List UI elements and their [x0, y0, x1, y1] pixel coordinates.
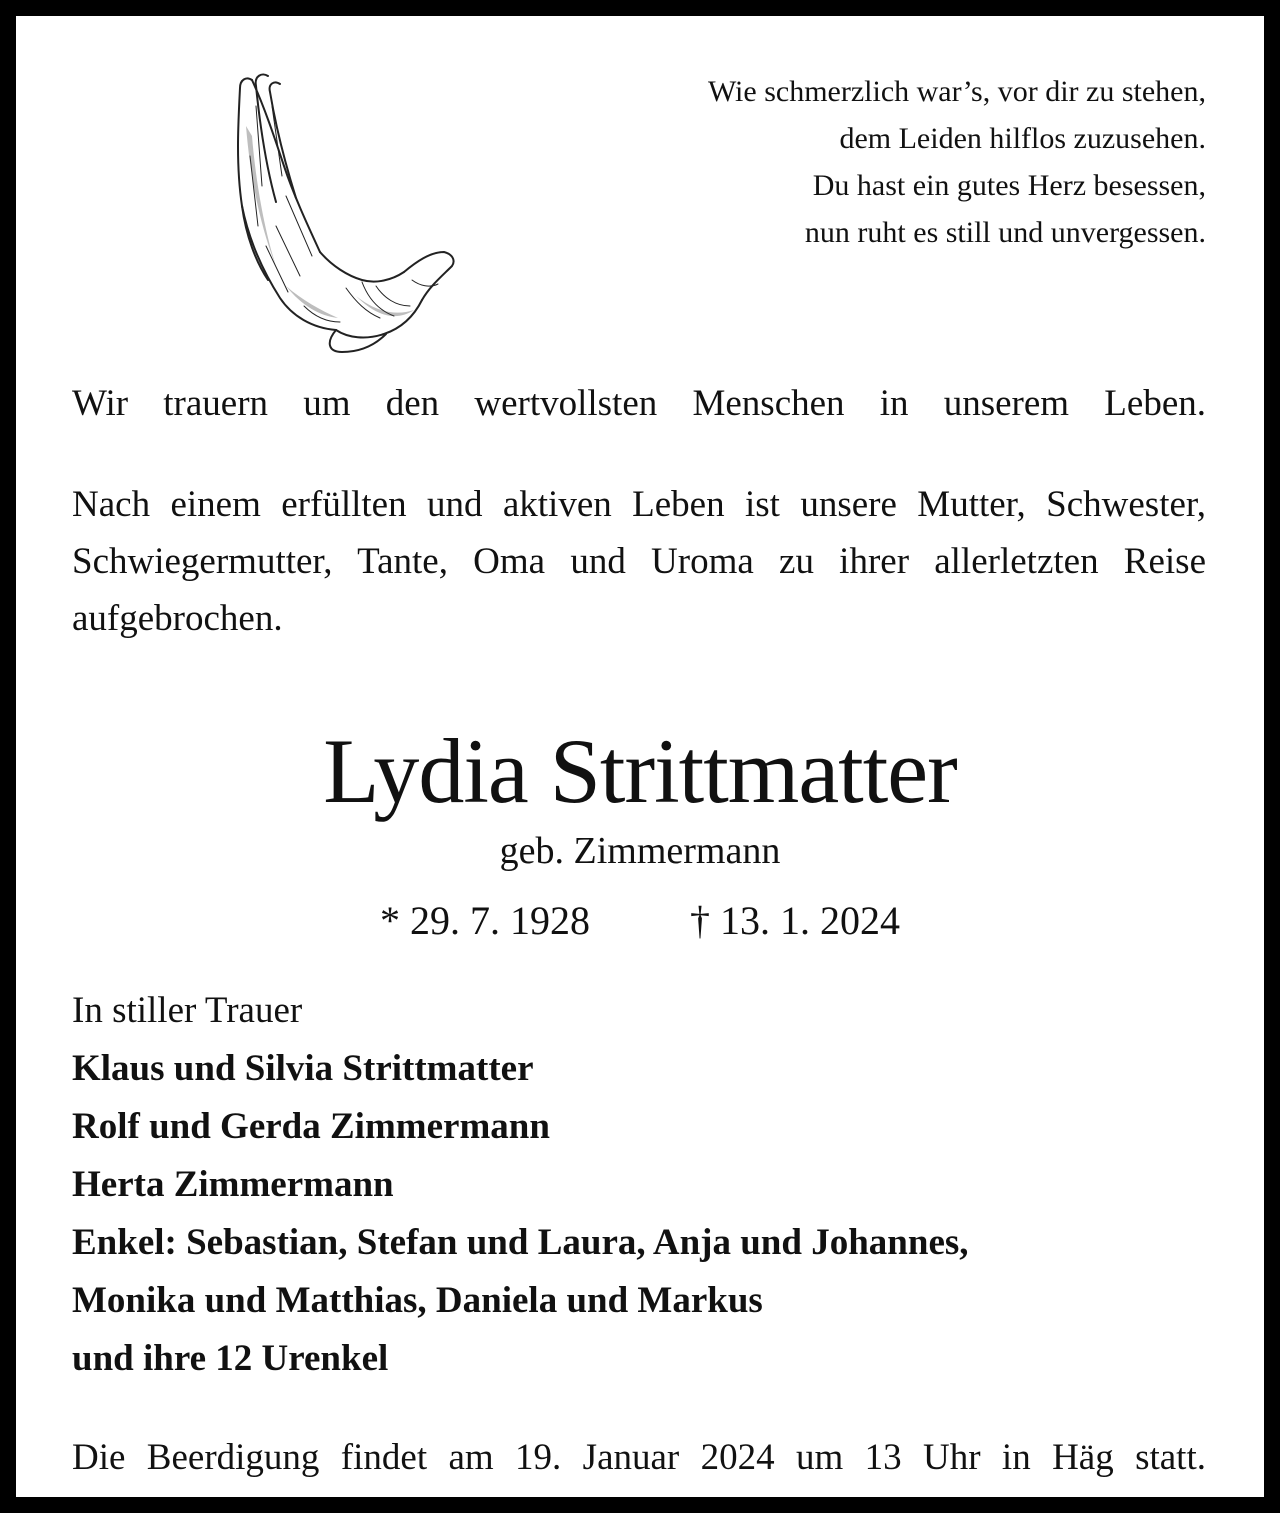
mourner-line: Enkel: Sebastian, Stefan und Laura, Anja und Johannes, [72, 1222, 969, 1263]
mourners-heading: In stiller Trauer [72, 990, 303, 1031]
praying-hands-icon [216, 66, 466, 356]
life-dates [16, 894, 1264, 948]
intro-paragraph: Nach einem erfüllten und aktiven Leben ist unsere Mutter, Schwester, Schwiegermutter, Tante, Oma und Uroma zu ihrer allerletzten Reise aufgebrochen. [72, 484, 1206, 639]
birth-date: * 29. 7. 1928 [380, 898, 590, 943]
poem-line: Du hast ein gutes Herz besessen, [812, 169, 1206, 202]
poem [446, 68, 1206, 256]
mourner-line: Rolf und Gerda Zimmermann [72, 1106, 550, 1147]
mourner-line: Herta Zimmermann [72, 1164, 394, 1205]
lead-sentence: Wir trauern um den wertvollsten Menschen in unserem Leben. [72, 383, 1206, 424]
death-date: † 13. 1. 2024 [690, 898, 900, 943]
maiden-name: geb. Zimmermann [499, 830, 781, 872]
deceased-name: Lydia Strittmatter [323, 720, 957, 822]
poem-line: dem Leiden hilflos zuzusehen. [839, 122, 1206, 155]
mourner-line: und ihre 12 Urenkel [72, 1338, 389, 1379]
mourners-list [72, 982, 1224, 1388]
funeral-notice: Die Beerdigung findet am 19. Januar 2024 um 13 Uhr in Häg statt. [72, 1437, 1206, 1478]
mourner-line: Monika und Matthias, Daniela und Markus [72, 1280, 763, 1321]
mourner-line: Klaus und Silvia Strittmatter [72, 1048, 534, 1089]
poem-line: Wie schmerzlich war’s, vor dir zu stehen, [707, 75, 1206, 108]
poem-line: nun ruht es still und unvergessen. [804, 216, 1206, 249]
